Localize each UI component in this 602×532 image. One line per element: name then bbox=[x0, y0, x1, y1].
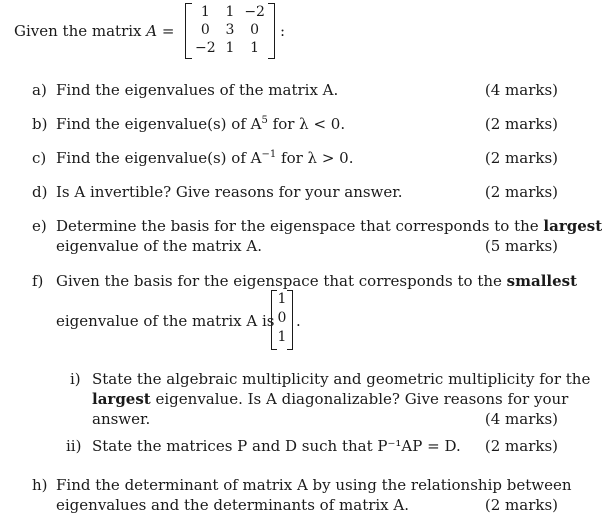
question-c-text-post: for λ > 0. bbox=[276, 149, 354, 167]
question-e-label: e) bbox=[32, 217, 47, 235]
vector-cell: 0 bbox=[277, 310, 287, 326]
question-e-line2: eigenvalue of the matrix A. bbox=[56, 237, 263, 255]
question-f-line2: eigenvalue of the matrix A is bbox=[56, 312, 275, 330]
question-d-marks: (2 marks) bbox=[484, 183, 558, 201]
matrix-cell: 0 bbox=[250, 22, 260, 38]
question-fi-line2-rest: eigenvalue. Is A diagonalizable? Give reasons for your bbox=[150, 390, 569, 408]
matrix-cell: 1 bbox=[225, 4, 235, 20]
question-fii-text: State the matrices P and D such that P⁻¹AP = D. bbox=[92, 437, 461, 455]
matrix-a bbox=[185, 3, 275, 59]
question-c-text-pre: Find the eigenvalue(s) of A bbox=[56, 149, 262, 167]
question-fi-line3: answer. bbox=[92, 410, 151, 428]
matrix-cell: 1 bbox=[200, 4, 210, 20]
question-fi-line1: State the algebraic multiplicity and geometric multiplicity for the bbox=[92, 370, 591, 388]
question-d-label: d) bbox=[32, 183, 48, 201]
question-b-text-pre: Find the eigenvalue(s) of A bbox=[56, 115, 262, 133]
question-c-exponent: −1 bbox=[261, 149, 277, 160]
question-e-line1-pre: Determine the basis for the eigenspace that corresponds to the bbox=[56, 217, 544, 235]
intro-equals: = bbox=[157, 22, 175, 40]
question-fii-marks: (2 marks) bbox=[484, 437, 558, 455]
matrix-cell: −2 bbox=[244, 4, 265, 20]
question-a-text: Find the eigenvalues of the matrix A. bbox=[56, 81, 339, 99]
question-c-marks: (2 marks) bbox=[484, 149, 558, 167]
matrix-row bbox=[193, 40, 267, 58]
question-b-label: b) bbox=[32, 115, 48, 133]
matrix-row bbox=[193, 22, 267, 40]
matrix-cell: −2 bbox=[195, 40, 216, 56]
question-c-text bbox=[56, 149, 353, 167]
vector-cell: 1 bbox=[277, 291, 287, 307]
question-f-line1 bbox=[56, 272, 577, 290]
question-d-text: Is A invertible? Give reasons for your answer. bbox=[56, 183, 403, 201]
question-e-marks: (5 marks) bbox=[484, 237, 558, 255]
question-h-label: h) bbox=[32, 476, 48, 494]
matrix-cell: 0 bbox=[200, 22, 210, 38]
question-a-label: a) bbox=[32, 81, 47, 99]
question-b-text-post: for λ < 0. bbox=[267, 115, 346, 133]
matrix-cell: 1 bbox=[250, 40, 260, 56]
question-b-marks: (2 marks) bbox=[484, 115, 558, 133]
question-f-end: . bbox=[296, 312, 301, 330]
basis-vector bbox=[271, 290, 293, 350]
intro-text bbox=[14, 22, 174, 40]
question-f-line1-pre: Given the basis for the eigenspace that corresponds to the bbox=[56, 272, 507, 290]
question-fii-label: ii) bbox=[66, 437, 82, 455]
question-b-text bbox=[56, 115, 345, 133]
question-fi-label: i) bbox=[70, 370, 81, 388]
question-f-bold: smallest bbox=[506, 272, 578, 290]
intro-prefix: Given the matrix bbox=[14, 22, 147, 40]
matrix-cell: 3 bbox=[225, 22, 235, 38]
question-h-marks: (2 marks) bbox=[484, 496, 558, 514]
question-h-line2: eigenvalues and the determinants of matrix A. bbox=[56, 496, 410, 514]
question-fi-marks: (4 marks) bbox=[484, 410, 558, 428]
question-f-label: f) bbox=[32, 272, 44, 290]
question-a-marks: (4 marks) bbox=[484, 81, 558, 99]
matrix-cell: 1 bbox=[225, 40, 235, 56]
question-e-bold: largest bbox=[543, 217, 602, 235]
question-h-line1: Find the determinant of matrix A by using the relationship between bbox=[56, 476, 572, 494]
vector-cell: 1 bbox=[277, 329, 287, 345]
matrix-row bbox=[193, 4, 267, 22]
matrix-variable: A bbox=[146, 22, 158, 40]
matrix-left-bracket bbox=[185, 3, 192, 59]
question-fi-bold: largest bbox=[92, 390, 151, 408]
question-b-exponent: 5 bbox=[261, 115, 268, 126]
question-e-line1 bbox=[56, 217, 602, 235]
intro-colon: : bbox=[280, 22, 286, 40]
matrix-right-bracket bbox=[268, 3, 275, 59]
question-c-label: c) bbox=[32, 149, 47, 167]
question-fi-line2 bbox=[92, 390, 568, 408]
